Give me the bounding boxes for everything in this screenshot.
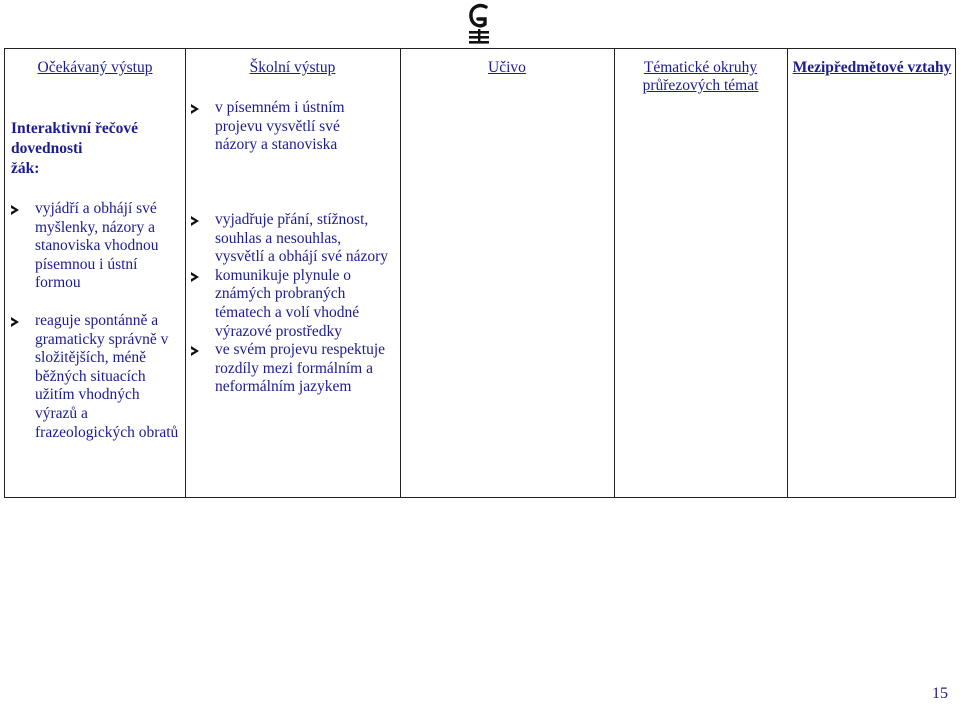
section-label-line: dovednosti bbox=[11, 140, 83, 157]
column-divider bbox=[614, 49, 615, 497]
bullet-arrow-icon bbox=[11, 205, 19, 215]
header-expected-output: Očekávaný výstup bbox=[37, 59, 153, 76]
section-label bbox=[11, 119, 181, 179]
expected-output-text: vyjádří a obhájí své myšlenky, názory a stanoviska vhodnou písemnou i ústní formou bbox=[35, 200, 159, 292]
school-output-text: komunikuje plynule o známých probraných tématech a volí vhodné výrazové prostředky bbox=[215, 266, 360, 340]
column-divider bbox=[787, 49, 788, 497]
bullet-arrow-icon bbox=[11, 317, 19, 327]
column-divider bbox=[400, 49, 401, 497]
header-interdisciplinary-relations: Mezipředmětové vztahy bbox=[792, 59, 952, 76]
curriculum-table bbox=[4, 48, 956, 498]
list-item bbox=[9, 312, 179, 442]
school-output-intro-list bbox=[189, 99, 374, 155]
bullet-arrow-icon bbox=[191, 346, 199, 356]
school-output-text: ve svém projevu respektuje rozdíly mezi formálním a neformálním jazykem bbox=[215, 341, 386, 396]
school-outputs-list bbox=[189, 211, 389, 397]
expected-outputs-list bbox=[9, 200, 179, 442]
header-school-output: Školní výstup bbox=[249, 59, 336, 76]
list-item bbox=[189, 267, 389, 341]
school-output-intro: v písemném i ústním projevu vysvětlí své názory a stanoviska bbox=[215, 99, 345, 154]
section-label-line: Interaktivní řečové bbox=[11, 120, 138, 137]
header-curriculum: Učivo bbox=[488, 59, 526, 76]
list-item bbox=[189, 341, 389, 397]
page-number: 15 bbox=[932, 685, 948, 702]
list-item bbox=[189, 99, 374, 155]
list-item bbox=[189, 211, 389, 267]
bullet-arrow-icon bbox=[191, 216, 199, 226]
bullet-arrow-icon bbox=[191, 272, 199, 282]
expected-output-text: reaguje spontánně a gramaticky správně v složitějších, méně běžných situacích užitím vhodných výrazů a frazeologických obratů bbox=[35, 311, 179, 441]
column-divider bbox=[185, 49, 186, 497]
header-cross-curricular-topics: Tématické okruhy průřezových témat bbox=[642, 59, 759, 94]
school-output-text: vyjadřuje přání, stížnost, souhlas a nesouhlas, vysvětlí a obhájí své názory bbox=[215, 211, 389, 266]
bullet-arrow-icon bbox=[191, 104, 199, 114]
section-label-line: žák: bbox=[11, 160, 40, 177]
school-logo-icon bbox=[466, 2, 492, 44]
list-item bbox=[9, 200, 179, 293]
